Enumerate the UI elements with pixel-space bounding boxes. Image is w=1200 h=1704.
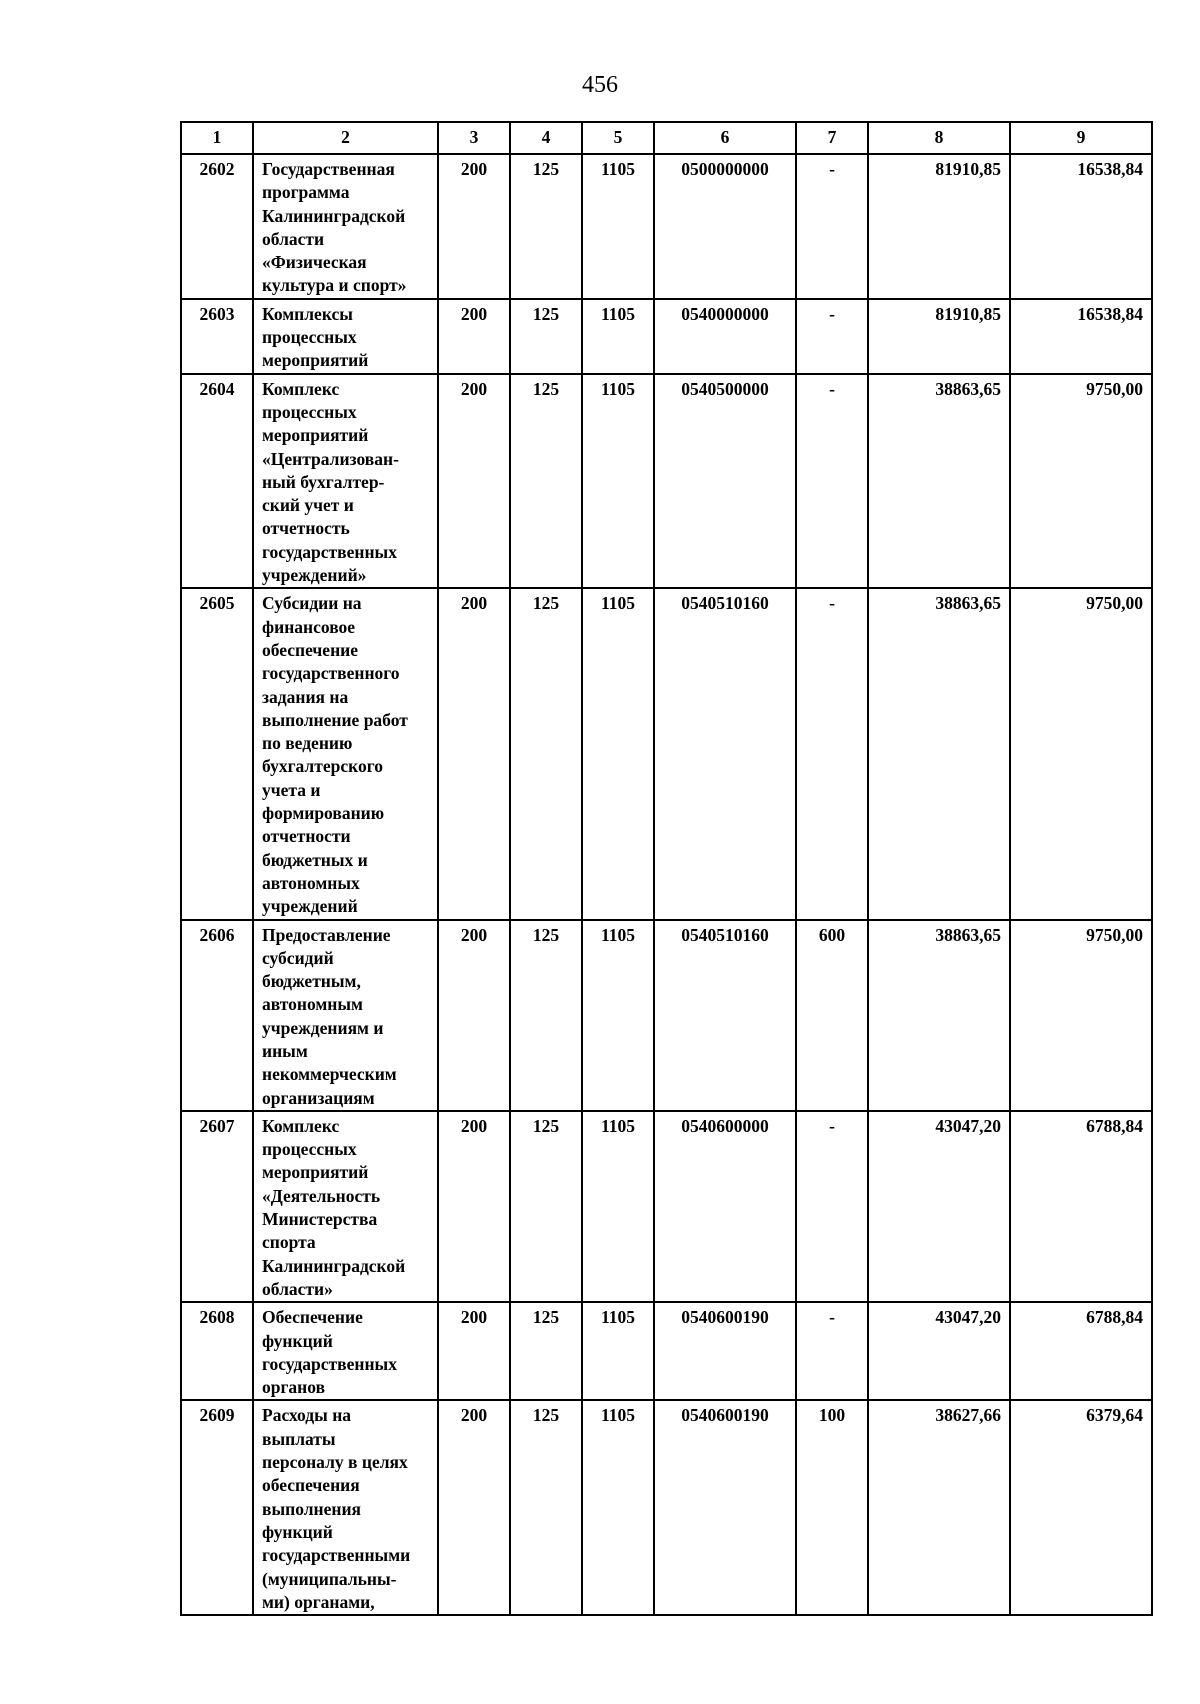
table-row — [181, 154, 1152, 299]
amount-col-8: 43047,20 — [868, 1111, 1010, 1302]
table-row — [181, 374, 1152, 589]
target-article-code: 0540500000 — [654, 374, 796, 589]
ministry-code: 200 — [438, 1400, 510, 1615]
column-4-code: 125 — [510, 154, 582, 299]
amount-col-8: 38627,66 — [868, 1400, 1010, 1615]
expense-name: Комплексы процессных мероприятий — [253, 299, 438, 374]
row-number: 2602 — [181, 154, 253, 299]
ministry-code: 200 — [438, 374, 510, 589]
amount-col-9: 9750,00 — [1010, 920, 1152, 1111]
column-header: 6 — [654, 122, 796, 154]
amount-col-8: 81910,85 — [868, 154, 1010, 299]
amount-col-9: 9750,00 — [1010, 588, 1152, 919]
target-article-code: 0500000000 — [654, 154, 796, 299]
row-number: 2604 — [181, 374, 253, 589]
expense-type-code: 100 — [796, 1400, 868, 1615]
amount-col-9: 16538,84 — [1010, 154, 1152, 299]
column-header: 7 — [796, 122, 868, 154]
target-article-code: 0540000000 — [654, 299, 796, 374]
column-4-code: 125 — [510, 1302, 582, 1400]
expense-type-code: - — [796, 154, 868, 299]
ministry-code: 200 — [438, 588, 510, 919]
column-header: 5 — [582, 122, 654, 154]
amount-col-8: 81910,85 — [868, 299, 1010, 374]
table-row — [181, 299, 1152, 374]
row-number: 2607 — [181, 1111, 253, 1302]
column-header: 4 — [510, 122, 582, 154]
expense-name: Предоставление субсидий бюджетным, автономным учреждениям и иным некоммерческим организациям — [253, 920, 438, 1111]
ministry-code: 200 — [438, 299, 510, 374]
table-row — [181, 588, 1152, 919]
column-4-code: 125 — [510, 299, 582, 374]
column-4-code: 125 — [510, 920, 582, 1111]
expense-name: Комплекс процессных мероприятий «Централизован- ный бухгалтер- ский учет и отчетность государственных учреждений» — [253, 374, 438, 589]
amount-col-8: 43047,20 — [868, 1302, 1010, 1400]
column-header: 9 — [1010, 122, 1152, 154]
column-number-header-row — [181, 122, 1152, 154]
amount-col-9: 6379,64 — [1010, 1400, 1152, 1615]
table-row — [181, 1302, 1152, 1400]
target-article-code: 0540600000 — [654, 1111, 796, 1302]
column-4-code: 125 — [510, 374, 582, 589]
row-number: 2608 — [181, 1302, 253, 1400]
section-code: 1105 — [582, 1302, 654, 1400]
expense-name: Субсидии на финансовое обеспечение государственного задания на выполнение работ по ведению бухгалтерского учета и формированию отчетности бюджетных и автономных учреждений — [253, 588, 438, 919]
target-article-code: 0540510160 — [654, 588, 796, 919]
row-number: 2609 — [181, 1400, 253, 1615]
column-header: 2 — [253, 122, 438, 154]
table-row — [181, 920, 1152, 1111]
ministry-code: 200 — [438, 920, 510, 1111]
row-number: 2606 — [181, 920, 253, 1111]
row-number: 2603 — [181, 299, 253, 374]
expense-type-code: - — [796, 1302, 868, 1400]
column-4-code: 125 — [510, 588, 582, 919]
expense-name: Обеспечение функций государственных органов — [253, 1302, 438, 1400]
column-4-code: 125 — [510, 1111, 582, 1302]
column-header: 3 — [438, 122, 510, 154]
amount-col-8: 38863,65 — [868, 920, 1010, 1111]
target-article-code: 0540600190 — [654, 1400, 796, 1615]
target-article-code: 0540510160 — [654, 920, 796, 1111]
expense-type-code: - — [796, 588, 868, 919]
expense-name: Государственная программа Калининградской области «Физическая культура и спорт» — [253, 154, 438, 299]
expense-type-code: - — [796, 299, 868, 374]
ministry-code: 200 — [438, 1111, 510, 1302]
target-article-code: 0540600190 — [654, 1302, 796, 1400]
table-row — [181, 1400, 1152, 1615]
expense-name: Комплекс процессных мероприятий «Деятельность Министерства спорта Калининградской области» — [253, 1111, 438, 1302]
section-code: 1105 — [582, 374, 654, 589]
amount-col-8: 38863,65 — [868, 374, 1010, 589]
section-code: 1105 — [582, 1111, 654, 1302]
ministry-code: 200 — [438, 1302, 510, 1400]
ministry-code: 200 — [438, 154, 510, 299]
amount-col-8: 38863,65 — [868, 588, 1010, 919]
amount-col-9: 6788,84 — [1010, 1302, 1152, 1400]
section-code: 1105 — [582, 299, 654, 374]
expense-type-code: - — [796, 374, 868, 589]
column-header: 1 — [181, 122, 253, 154]
section-code: 1105 — [582, 154, 654, 299]
section-code: 1105 — [582, 1400, 654, 1615]
table-row — [181, 1111, 1152, 1302]
amount-col-9: 16538,84 — [1010, 299, 1152, 374]
budget-table — [180, 121, 1153, 1616]
section-code: 1105 — [582, 920, 654, 1111]
column-4-code: 125 — [510, 1400, 582, 1615]
row-number: 2605 — [181, 588, 253, 919]
expense-name: Расходы на выплаты персоналу в целях обеспечения выполнения функций государственными (муниципальны- ми) органами, — [253, 1400, 438, 1615]
section-code: 1105 — [582, 588, 654, 919]
page-number: 456 — [582, 72, 618, 98]
column-header: 8 — [868, 122, 1010, 154]
amount-col-9: 6788,84 — [1010, 1111, 1152, 1302]
expense-type-code: 600 — [796, 920, 868, 1111]
amount-col-9: 9750,00 — [1010, 374, 1152, 589]
expense-type-code: - — [796, 1111, 868, 1302]
